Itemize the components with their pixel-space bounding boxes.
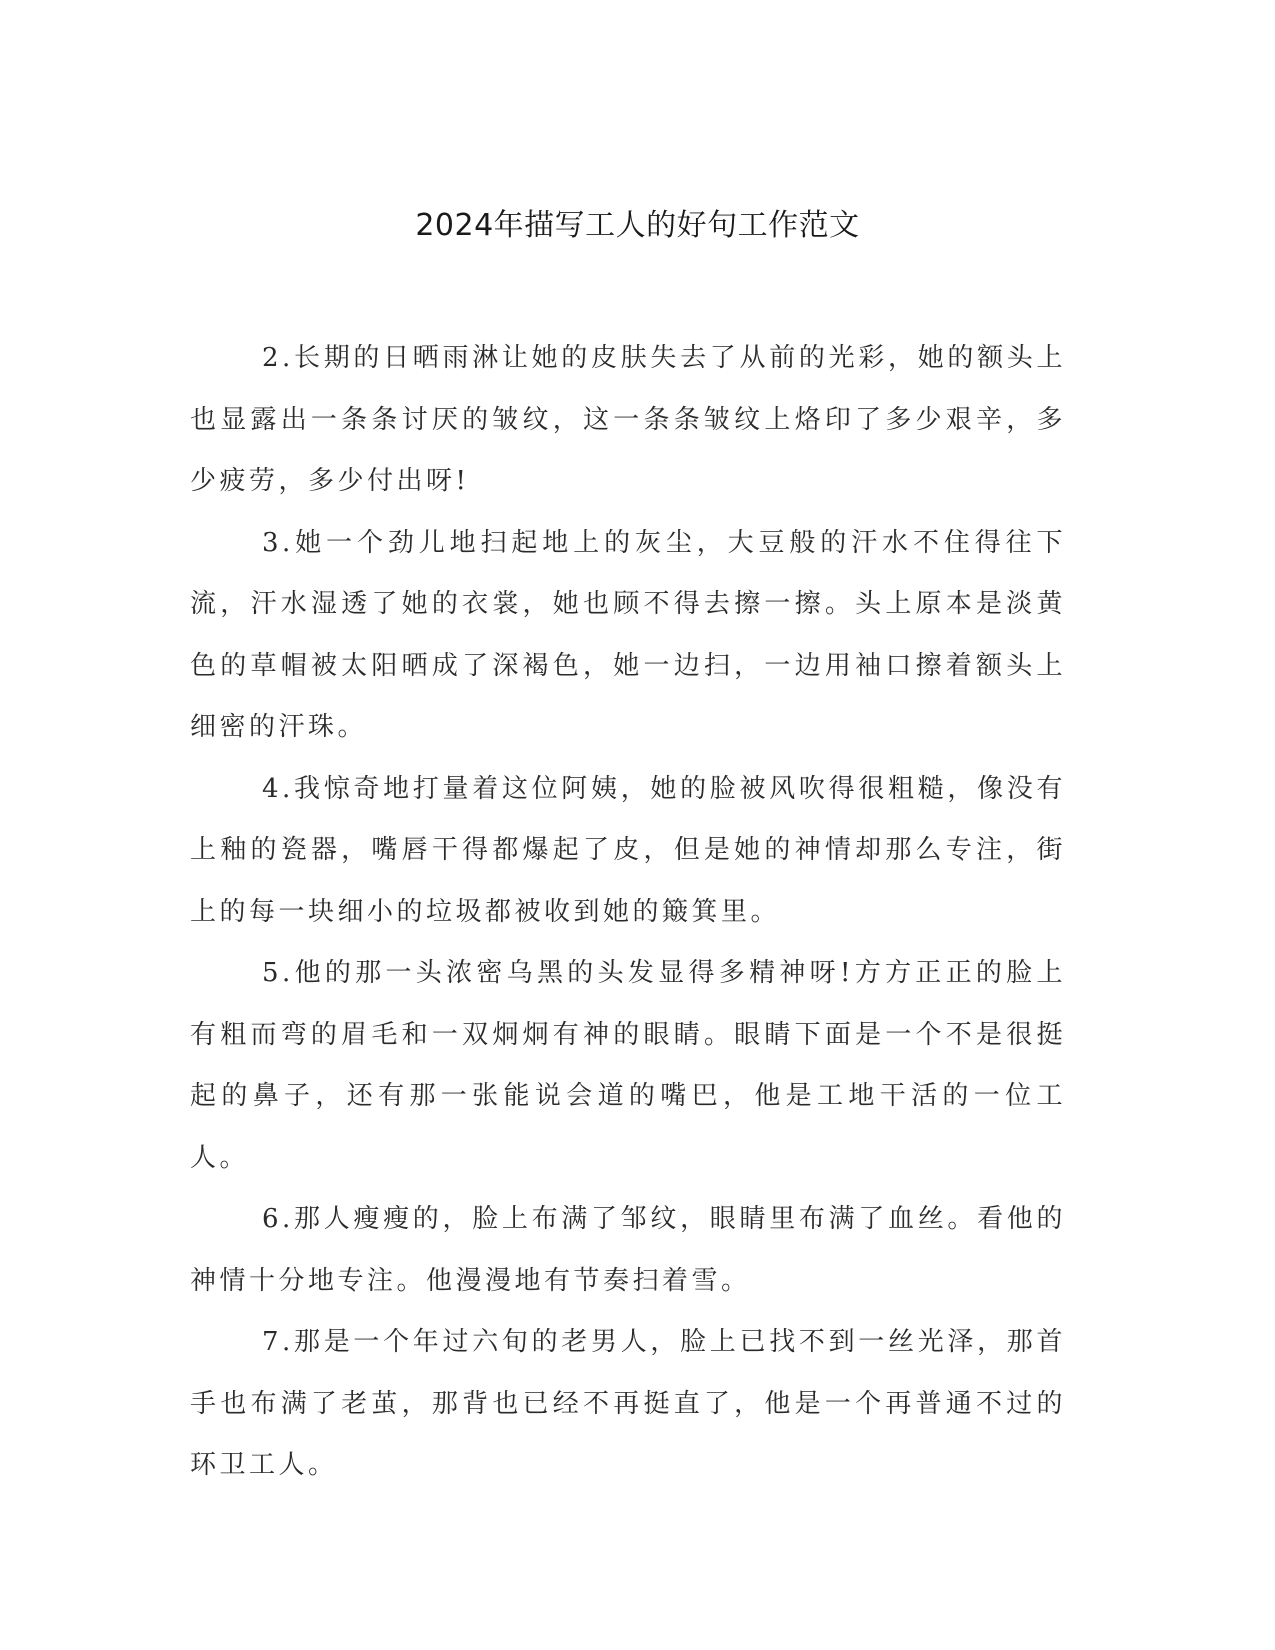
paragraph-2: 2.长期的日晒雨淋让她的皮肤失去了从前的光彩，她的额头上也显露出一条条讨厌的皱纹，这一条条皱纹上烙印了多少艰辛，多少疲劳，多少付出呀! — [190, 343, 1066, 496]
paragraph-7: 7.那是一个年过六旬的老男人，脸上已找不到一丝光泽，那首手也布满了老茧，那背也已经不再挺直了，他是一个再普通不过的环卫工人。 — [190, 1327, 1066, 1480]
document-body — [190, 328, 1066, 1497]
paragraph-6: 6.那人瘦瘦的，脸上布满了邹纹，眼睛里布满了血丝。看他的神情十分地专注。他漫漫地有节奏扫着雪。 — [190, 1204, 1066, 1296]
paragraph-4: 4.我惊奇地打量着这位阿姨，她的脸被风吹得很粗糙，像没有上釉的瓷器，嘴唇干得都爆起了皮，但是她的神情却那么专注，街上的每一块细小的垃圾都被收到她的簸箕里。 — [190, 773, 1066, 927]
paragraph-5: 5.他的那一头浓密乌黑的头发显得多精神呀!方方正正的脸上有粗而弯的眉毛和一双炯炯有神的眼睛。眼睛下面是一个不是很挺起的鼻子，还有那一张能说会道的嘴巴，他是工地干活的一位工人。 — [190, 958, 1066, 1173]
document-title: 2024年描写工人的好句工作范文 — [415, 208, 860, 243]
paragraph-3: 3.她一个劲儿地扫起地上的灰尘，大豆般的汗水不住得往下流，汗水湿透了她的衣裳，她也顾不得去擦一擦。头上原本是淡黄色的草帽被太阳晒成了深褐色，她一边扫，一边用袖口擦着额头上细密的汗珠。 — [190, 527, 1066, 742]
